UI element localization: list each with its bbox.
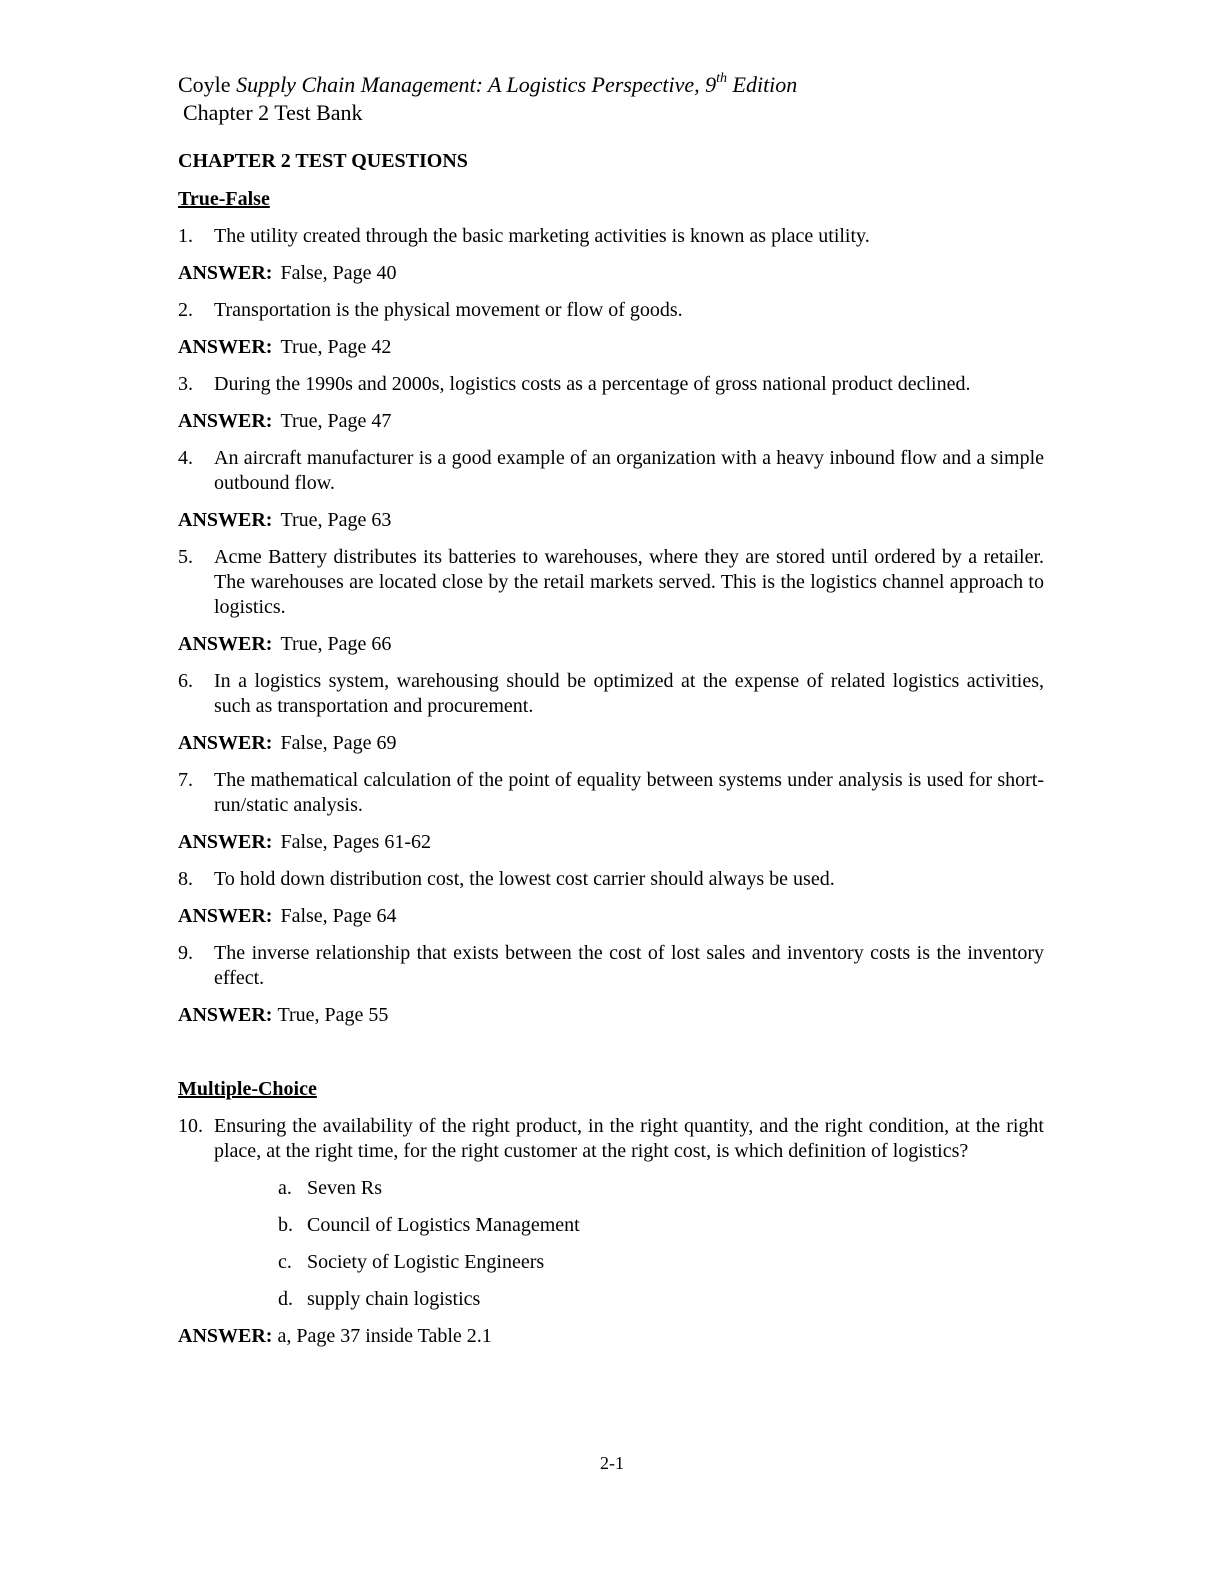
answer-line [178, 1324, 1044, 1349]
option-item [278, 1213, 1044, 1238]
question-item [178, 941, 1044, 991]
question-number: 4. [178, 447, 193, 469]
answer-line [178, 830, 1044, 855]
question-item [178, 224, 1044, 249]
question-text: Transportation is the physical movement or flow of goods. [214, 299, 683, 321]
question-number: 6. [178, 670, 193, 692]
true-false-heading: True-False [178, 188, 270, 210]
answer-line [178, 261, 1044, 286]
question-item [178, 867, 1044, 892]
question-text: The inverse relationship that exists between the cost of lost sales and inventory costs is the inventory effect. [214, 942, 1044, 989]
option-item [278, 1176, 1044, 1201]
question-text: Ensuring the availability of the right product, in the right quantity, and the right condition, at the right place, at the right time, for the right customer at the right cost, is which definition of logistics? [214, 1115, 1044, 1162]
question-number: 2. [178, 299, 193, 321]
answer-line [178, 409, 1044, 434]
answer-line [178, 731, 1044, 756]
answer-line [178, 335, 1044, 360]
answer-line [178, 508, 1044, 533]
answer-label: ANSWER: [178, 633, 273, 655]
option-item [278, 1250, 1044, 1275]
question-item [178, 298, 1044, 323]
answer-label: ANSWER: [178, 831, 273, 853]
question-text: Acme Battery distributes its batteries to warehouses, where they are stored until ordered by a retailer. The warehouses are located close by the retail markets served. This is the logistics channel approach to logistics. [214, 546, 1044, 618]
answer-label: ANSWER: [178, 410, 273, 432]
answer-value: False, Page 64 [280, 905, 397, 927]
answer-line [178, 632, 1044, 657]
question-item [178, 446, 1044, 496]
answer-value: False, Page 69 [280, 732, 397, 754]
document-header-title [178, 70, 1044, 100]
answer-value: False, Pages 61-62 [280, 831, 431, 853]
question-number: 5. [178, 546, 193, 568]
answer-label: ANSWER: [178, 509, 273, 531]
question-item [178, 768, 1044, 818]
answer-line [178, 1003, 1044, 1028]
question-text: The mathematical calculation of the point of equality between systems under analysis is used for short-run/static analysis. [214, 769, 1044, 816]
edition-superscript: th [716, 70, 728, 86]
option-letter: b. [278, 1214, 293, 1236]
question-text: During the 1990s and 2000s, logistics costs as a percentage of gross national product declined. [214, 373, 971, 395]
question-item [178, 669, 1044, 719]
question-text: The utility created through the basic marketing activities is known as place utility. [214, 225, 870, 247]
option-item [278, 1287, 1044, 1312]
answer-value: False, Page 40 [280, 262, 397, 284]
option-letter: a. [278, 1177, 292, 1199]
answer-label: ANSWER: [178, 1004, 273, 1026]
question-item [178, 1114, 1044, 1164]
answer-label: ANSWER: [178, 732, 273, 754]
answer-value: True, Page 63 [280, 509, 392, 531]
answer-label: ANSWER: [178, 1325, 273, 1347]
answer-value: True, Page 47 [280, 410, 392, 432]
question-item [178, 372, 1044, 397]
answer-line [178, 904, 1044, 929]
answer-value: True, Page 66 [280, 633, 392, 655]
option-text: Seven Rs [307, 1177, 382, 1199]
option-letter: c. [278, 1251, 292, 1273]
test-bank-page [178, 70, 1044, 1349]
option-text: Society of Logistic Engineers [307, 1251, 545, 1273]
question-number: 3. [178, 373, 193, 395]
option-text: supply chain logistics [307, 1288, 481, 1310]
author-name: Coyle [178, 72, 231, 97]
question-text: An aircraft manufacturer is a good example of an organization with a heavy inbound flow and a simple outbound flow. [214, 447, 1044, 494]
answer-value: a, Page 37 inside Table 2.1 [277, 1325, 492, 1347]
question-text: To hold down distribution cost, the lowest cost carrier should always be used. [214, 868, 835, 890]
question-number: 9. [178, 942, 193, 964]
chapter-heading: CHAPTER 2 TEST QUESTIONS [178, 150, 468, 172]
question-number: 8. [178, 868, 193, 890]
multiple-choice-heading: Multiple-Choice [178, 1078, 317, 1100]
answer-label: ANSWER: [178, 336, 273, 358]
answer-value: True, Page 55 [277, 1004, 389, 1026]
answer-label: ANSWER: [178, 905, 273, 927]
document-subtitle: Chapter 2 Test Bank [183, 100, 363, 125]
page-number: 2-1 [600, 1453, 624, 1473]
answer-label: ANSWER: [178, 262, 273, 284]
question-number: 10. [178, 1115, 203, 1137]
book-title: Supply Chain Management: A Logistics Perspective, 9 [236, 72, 717, 97]
question-item [178, 545, 1044, 620]
question-number: 7. [178, 769, 193, 791]
option-letter: d. [278, 1288, 293, 1310]
option-text: Council of Logistics Management [307, 1214, 580, 1236]
question-number: 1. [178, 225, 193, 247]
answer-value: True, Page 42 [280, 336, 392, 358]
question-text: In a logistics system, warehousing should be optimized at the expense of related logistics activities, such as transportation and procurement. [214, 670, 1044, 717]
edition-word: Edition [732, 72, 798, 97]
answer-options [178, 1176, 1044, 1312]
